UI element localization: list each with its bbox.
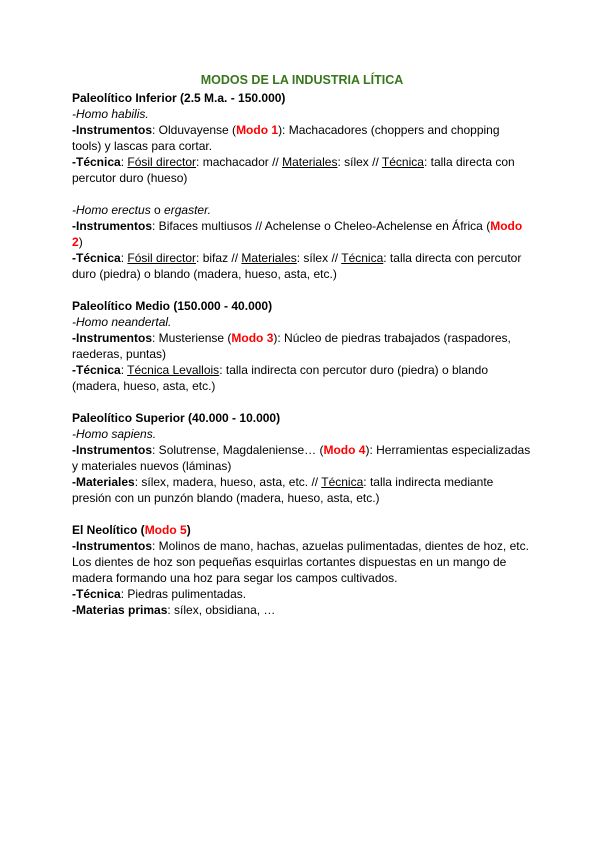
- species-line: -Homo neandertal.: [72, 315, 172, 329]
- tecnica-line: -Técnica: Fósil director: bifaz // Materiales: sílex // Técnica: talla directa con percutor duro (piedra) o blando (madera, hueso, asta, etc.): [72, 251, 522, 281]
- section-paleolitico-medio: [72, 298, 532, 394]
- document-content: [72, 72, 532, 634]
- tecnica-line: -Técnica: Fósil director: machacador // Materiales: sílex // Técnica: talla directa con percutor duro (hueso): [72, 155, 515, 185]
- section-neolitico: [72, 522, 532, 618]
- mode-label: Modo 3: [231, 331, 274, 345]
- section-heading: Paleolítico Superior (40.000 - 10.000): [72, 411, 281, 425]
- section-heading: Paleolítico Inferior (2.5 M.a. - 150.000): [72, 91, 286, 105]
- mode-label: Modo 4: [323, 443, 366, 457]
- instrumentos-line: -Instrumentos: Molinos de mano, hachas, azuelas pulimentadas, dientes de hoz, etc. Los dientes de hoz son pequeñas esquirlas cortantes dispuestas en un mango de madera formando una hoz para segar los campos cultivados.: [72, 539, 529, 585]
- species-line: -Homo habilis.: [72, 107, 149, 121]
- tecnica-line: -Técnica: Piedras pulimentadas.: [72, 587, 247, 601]
- section-heading: Paleolítico Medio (150.000 - 40.000): [72, 299, 273, 313]
- species-line: -Homo erectus o ergaster.: [72, 203, 211, 217]
- tecnica-line: -Técnica: Técnica Levallois: talla indirecta con percutor duro (piedra) o blando (madera, hueso, asta, etc.): [72, 363, 489, 393]
- materias-primas-line: -Materias primas: sílex, obsidiana, …: [72, 603, 276, 617]
- document-title: MODOS DE LA INDUSTRIA LÍTICA: [200, 73, 404, 87]
- species-line: -Homo sapiens.: [72, 427, 157, 441]
- section-heading: El Neolítico (Modo 5): [72, 523, 191, 537]
- materiales-line: -Materiales: sílex, madera, hueso, asta, etc. // Técnica: talla indirecta mediante presión con un punzón blando (madera, hueso, asta, etc.): [72, 475, 494, 505]
- mode-label: Modo 2: [72, 219, 523, 249]
- section-paleolitico-superior: [72, 410, 532, 506]
- instrumentos-line: -Instrumentos: Musteriense (Modo 3): Núcleo de piedras trabajados (raspadores, raederas, puntas): [72, 331, 511, 361]
- section-paleolitico-inferior: [72, 90, 532, 282]
- instrumentos-line: -Instrumentos: Olduvayense (Modo 1): Machacadores (choppers and chopping tools) y lascas para cortar.: [72, 123, 500, 153]
- instrumentos-line: -Instrumentos: Solutrense, Magdaleniense… (Modo 4): Herramientas especializadas y materiales nuevos (láminas): [72, 443, 531, 473]
- mode-label: Modo 1: [236, 123, 279, 137]
- instrumentos-line: -Instrumentos: Bifaces multiusos // Achelense o Cheleo-Achelense en África (Modo 2): [72, 219, 523, 249]
- mode-label: Modo 5: [144, 523, 187, 537]
